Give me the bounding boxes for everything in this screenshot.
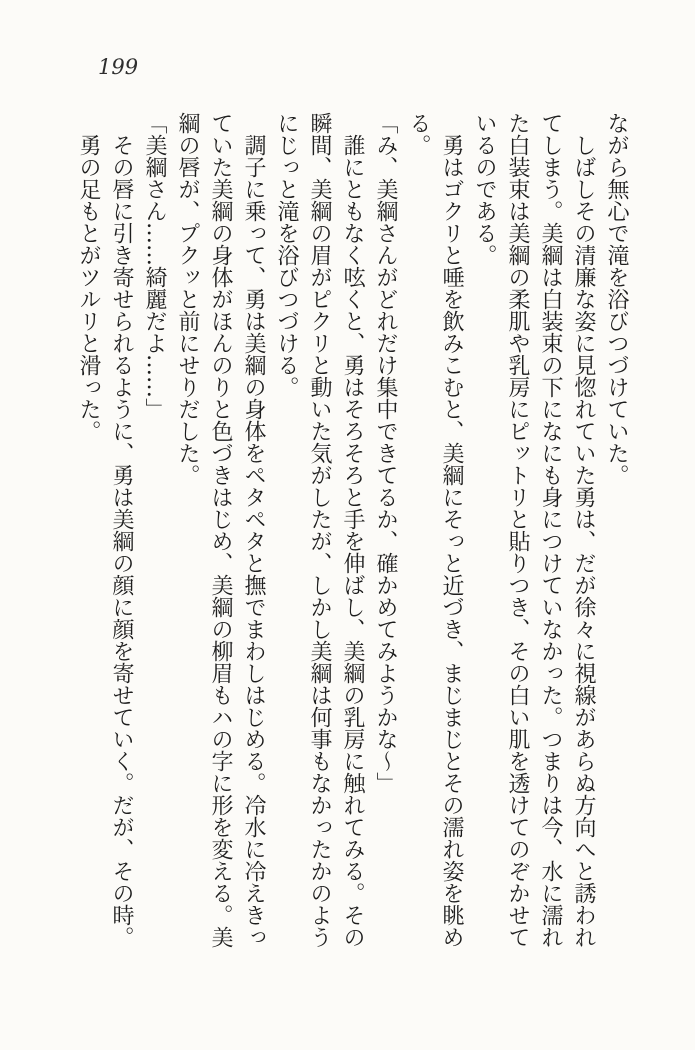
paragraph: 勇の足もとがツルリと滑った。 bbox=[76, 134, 101, 442]
paragraph: 調子に乗って、勇は美綱の身体をペタペタと撫でまわしはじめる。冷水に冷えきっていた美綱の身体がほんのりと色づきはじめ、美綱の柳眉もハの字に形を変える。美綱の唇が、プクッと前にせりだした。 bbox=[175, 112, 266, 948]
paragraph: 「み、美綱さんがどれだけ集中できてるか、確かめてみようかな〜」 bbox=[373, 112, 398, 794]
paragraph: 誰にともなく呟くと、勇はそろそろと手を伸ばし、美綱の乳房に触れてみる。その瞬間、美綱の眉がピクリと動いた気がしたが、しかし美綱は何事もなかったかのようにじっと滝を浴びつづける。 bbox=[274, 112, 365, 948]
paragraph: ながら無心で滝を浴びつづけていた。 bbox=[604, 112, 629, 486]
paragraph: その唇に引き寄せられるように、勇は美綱の顔に顔を寄せていく。だが、その時。 bbox=[109, 134, 134, 948]
page-number: 199 bbox=[98, 55, 139, 79]
paragraph: 「美綱さん……綺麗だよ……」 bbox=[142, 112, 167, 420]
paragraph: 勇はゴクリと唾を飲みこむと、美綱にそっと近づき、まじまじとその濡れ姿を眺める。 bbox=[406, 112, 464, 948]
paragraph: しばしその清廉な姿に見惚れていた勇は、だが徐々に視線があらぬ方向へと誘われてしまう。美綱は白装束の下になにも身につけていなかった。つまりは今、水に濡れた白装束は美綱の柔肌や乳房にピットリと貼りつき、その白い肌を透けてのぞかせているのである。 bbox=[472, 112, 596, 948]
vertical-text-block bbox=[72, 112, 633, 950]
